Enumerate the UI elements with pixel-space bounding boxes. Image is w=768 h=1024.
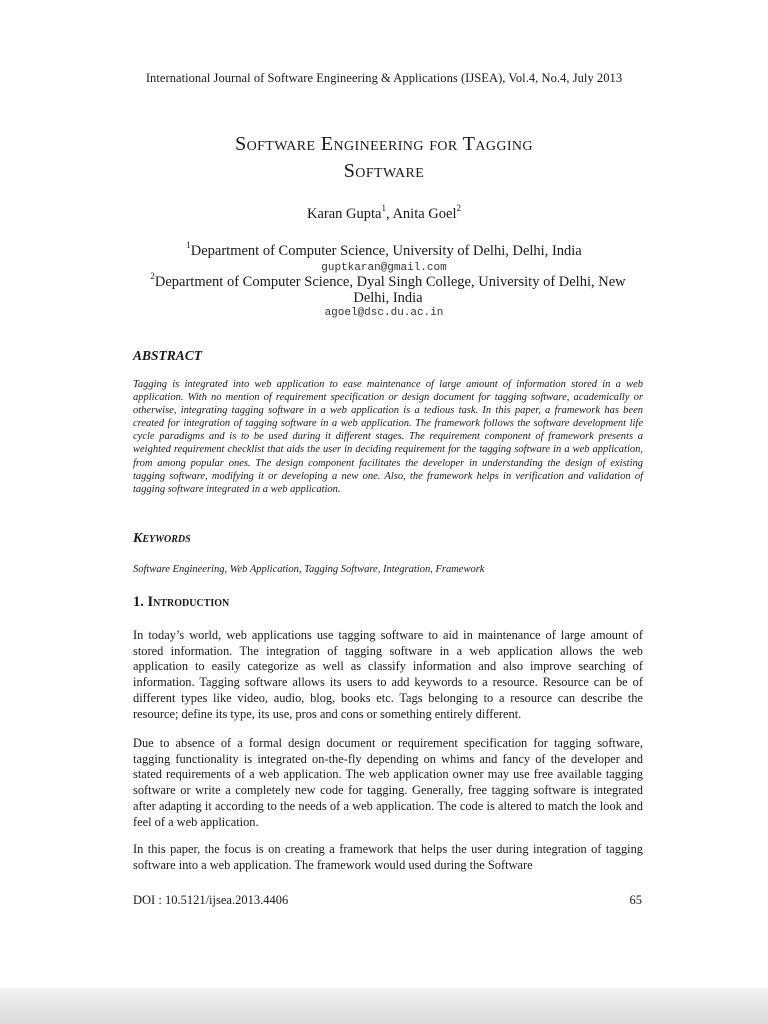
author-email-2: agoel@dsc.du.ac.in: [324, 307, 444, 319]
affiliation-marker: 2: [150, 271, 155, 282]
body-paragraph: In this paper, the focus is on creating a framework that helps the user during integration of tagging software into a web application. The framework would used during the Software: [133, 842, 643, 872]
body-paragraph: In today’s world, web applications use tagging software to aid in maintenance of large amount of stored information. The integration of tagging software in a web application allows the web application to easily categorize as well as classify information and also improve searching of information. Tagging software allows its users to add keywords to a resource. Resource can be of different types like video, audio, blog, books etc. Tags belonging to a resource can describe the resource; define its type, its use, pros and cons or something entirely different.: [133, 628, 643, 721]
affiliation-text: Department of Computer Science, University of Delhi, Delhi, India: [190, 243, 582, 259]
journal-header: International Journal of Software Engineering & Applications (IJSEA), Vol.4, No.4, July 2013: [145, 71, 623, 85]
author-affiliation-marker: 2: [456, 203, 461, 214]
keywords-body: Software Engineering, Web Application, Tagging Software, Integration, Framework: [133, 564, 485, 575]
footer-doi: DOI : 10.5121/ijsea.2013.4406: [133, 893, 289, 907]
affiliation-2: [134, 271, 642, 306]
footer-page-number: 65: [629, 893, 642, 907]
keywords-heading: Keywords: [133, 531, 191, 546]
abstract-body: Tagging is integrated into web application to ease maintenance of large amount of information stored in a web application. With no mention of requirement specification or design document for tagging software, academically or otherwise, integrating tagging software in a web application is a tedious task. In this paper, a framework has been created for integration of tagging software in a web application. The framework follows the software development life cycle paradigms and is to be used during it different stages. The requirement component of framework presents a weighted requirement checklist that aids the user in deciding requirement for the tagging software in a web application, from among popular ones. The design component facilitates the developer in understanding the design of existing tagging software, modifying it or developing a new one. Also, the framework helps in verification and validation of tagging software integrated in a web application.: [133, 379, 643, 495]
author-separator: ,: [386, 206, 393, 222]
author-name: Anita Goel: [392, 206, 457, 222]
author-list: [0, 203, 768, 223]
section-title: Introduction: [147, 594, 230, 610]
section-number: 1.: [133, 594, 148, 610]
affiliation-text: Department of Computer Science, Dyal Singh College, University of Delhi, New Delhi, India: [154, 274, 626, 306]
abstract-heading: ABSTRACT: [133, 348, 203, 363]
affiliation-1: [0, 240, 768, 260]
body-paragraph: Due to absence of a formal design document or requirement specification for tagging software, tagging functionality is integrated on-the-fly depending on whims and fancy of the developer and stated requirements of a web application. The web application owner may use free available tagging software or write a completely new code for tagging. Generally, free tagging software is integrated after adapting it according to the needs of a web application. The code is altered to match the look and feel of a web application.: [133, 736, 643, 829]
paper-title-line-1: Software Engineering for Tagging: [235, 133, 533, 155]
page-bottom-edge: [0, 988, 768, 1024]
affiliation-marker: 1: [186, 240, 191, 251]
author-name: Karan Gupta: [307, 206, 382, 222]
section-heading-introduction: [133, 594, 229, 611]
author-affiliation-marker: 1: [381, 203, 386, 214]
paper-title: [0, 131, 768, 185]
author-email-1: guptkaran@gmail.com: [321, 262, 447, 274]
paper-title-line-2: Software: [343, 160, 425, 182]
